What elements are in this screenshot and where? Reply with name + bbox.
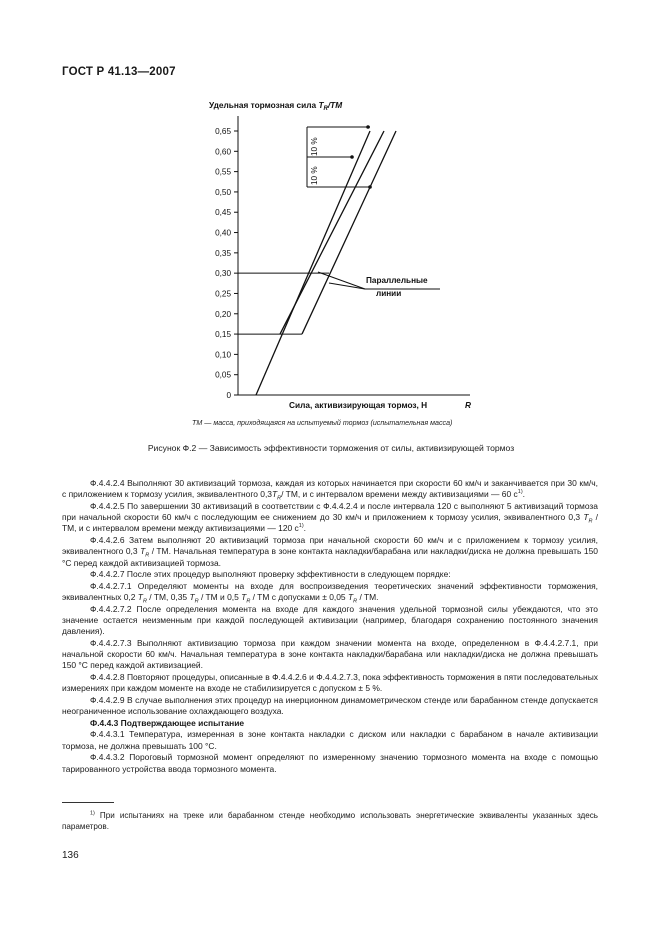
y-tick-label: 0,55 xyxy=(215,167,231,177)
y-tick-label: 0,20 xyxy=(215,309,231,319)
y-tick-label: 0,45 xyxy=(215,208,231,218)
y-axis-ticks xyxy=(215,127,238,400)
y-tick-label: 0,15 xyxy=(215,330,231,340)
paragraph-f442271: Ф.4.4.2.7.1 Определяют моменты на входе для воспроизведения теоретических значений эффективности торможения, эквивалентных 0,2 $T_R$ / TM, 0,35 $T_R$ / TM и 0,5 $T_R$ / TM с допусками ± 0,05 $T_R$ / TM. xyxy=(62,580,598,605)
y-axis-title xyxy=(209,100,343,112)
heading-f4443: Ф.4.4.3 Подтверждающее испытание xyxy=(90,717,245,728)
y-axis-title-var: T xyxy=(318,100,324,110)
y-tick-label: 0,05 xyxy=(215,370,231,380)
footnote-rule xyxy=(62,802,114,803)
paragraph-f44224: Ф.4.4.2.4 Выполняют 30 активизаций тормоза, каждая из которых начинается при скорости 60 км/ч и заканчивается при 30 км/ч, с приложением к тормозу усилия, эквивалентного $0,3T_R/$ TM, и с интервалом времени между активизациями — 60 $с^{1)}$. xyxy=(62,478,598,502)
y-tick-label: 0,25 xyxy=(215,289,231,299)
y-axis-title-suffix: /TM xyxy=(327,100,343,110)
body-text xyxy=(62,478,598,775)
paragraph-f44226: Ф.4.4.2.6 Затем выполняют 20 активизаций тормоза при начальной скорости 60 км/ч и с приложением к тормозу усилия, эквивалентного 0,3 $T_R$ / TM. Начальная температура в зоне контакта накладки/барабана или накладки/диска не должна превышать 150 °С перед каждой активизацией тормоза. xyxy=(62,535,598,568)
chart-lines xyxy=(238,125,396,395)
chart-line-3 xyxy=(302,131,396,334)
figure-caption: Рисунок Ф.2 — Зависимость эффективности торможения от силы, активизирующей тормоз xyxy=(147,443,515,453)
footnote: $^{1)}$ При испытаниях на треке или барабанном стенде необходимо использовать энергетические эквиваленты указанных здесь параметров. xyxy=(62,810,598,831)
annotation-line-1: Параллельные xyxy=(366,276,428,285)
paragraph-f44229: Ф.4.4.2.9 В случае выполнения этих процедур на инерционном динамометрическом стенде или барабанном стенде допускается неограниченное использование охлаждающего воздуха. xyxy=(62,694,598,717)
document-header: ГОСТ Р 41.13—2007 xyxy=(62,66,176,78)
y-axis-title-prefix: Удельная тормозная сила xyxy=(209,100,319,110)
x-axis-title: Сила, активизирующая тормоз, Н xyxy=(289,400,428,410)
paragraph-f442273: Ф.4.4.2.7.3 Выполняют активизацию тормоза при каждом значении момента на входе, определенном в Ф.4.4.2.7.1, при начальной скорости 60 км/ч. Начальная температура в зоне контакта накладки/барабана или накладки/диска не должна превышать 150 °С перед каждой активизацией. xyxy=(62,637,598,671)
x-axis-letter: R xyxy=(465,400,471,410)
y-tick-label: 0 xyxy=(226,391,231,400)
y-tick-label: 0,40 xyxy=(215,228,231,238)
y-tick-label: 0,10 xyxy=(215,350,231,360)
paragraph-f44431: Ф.4.4.3.1 Температура, измеренная в зоне контакта накладки с диском или накладки с барабаном в начале активизации тормоза, не должна превышать 100 °С. xyxy=(62,729,598,751)
y-tick-label: 0,35 xyxy=(215,248,231,258)
chart-line-2 xyxy=(280,131,384,334)
annotation-line-2: линии xyxy=(376,289,402,298)
efficiency-chart xyxy=(0,0,662,420)
tolerance-label-upper: 10 % xyxy=(310,137,319,156)
y-axis-title-sub: R xyxy=(323,106,328,112)
figure-note: ТМ — масса, приходящаяся на испытуемый тормоз (испытательная масса) xyxy=(192,419,453,427)
paragraph-f44225: Ф.4.4.2.5 По завершении 30 активизаций в соответствии с Ф.4.4.2.4 и после интервала 120 с выполняют 5 активизаций тормоза при начальной скорости 60 км/ч с последующим ее снижением до 30 км/ч и приложением к тормозу усилия, эквивалентного 0,3 $T_R$ / TM, и с интервалом времени между активизациями — 120 $с^{1)}$. xyxy=(62,500,598,534)
paragraph-f44228: Ф.4.4.2.8 Повторяют процедуры, описанные в Ф.4.4.2.6 и Ф.4.4.2.7.3, пока эффективность торможения в пяти последовательных измерениях при каждом моменте на входе не стабилизируется с допуском ± 5 %. xyxy=(62,671,598,694)
paragraph-f442272: Ф.4.4.2.7.2 После определения момента на входе для каждого значения удельной тормозной силы убеждаются, что это значение остается неизменным при каждой последующей активизации (например, благодаря сохранению постоянного значения давления). xyxy=(62,603,598,637)
y-tick-label: 0,65 xyxy=(215,127,231,136)
paragraph-f44432: Ф.4.4.3.2 Пороговый тормозной момент определяют по измеренному значению тормозного момента на входе с помощью тарированного устройства ввода тормозного момента. xyxy=(62,752,598,774)
y-tick-label: 0,60 xyxy=(215,147,231,157)
y-tick-label: 0,50 xyxy=(215,187,231,197)
page-number: 136 xyxy=(62,850,79,861)
y-tick-label: 0,30 xyxy=(215,269,231,279)
paragraph-f44227: Ф.4.4.2.7 После этих процедур выполняют проверку эффективности в следующем порядке: xyxy=(90,569,451,580)
tolerance-label-lower: 10 % xyxy=(310,166,319,185)
